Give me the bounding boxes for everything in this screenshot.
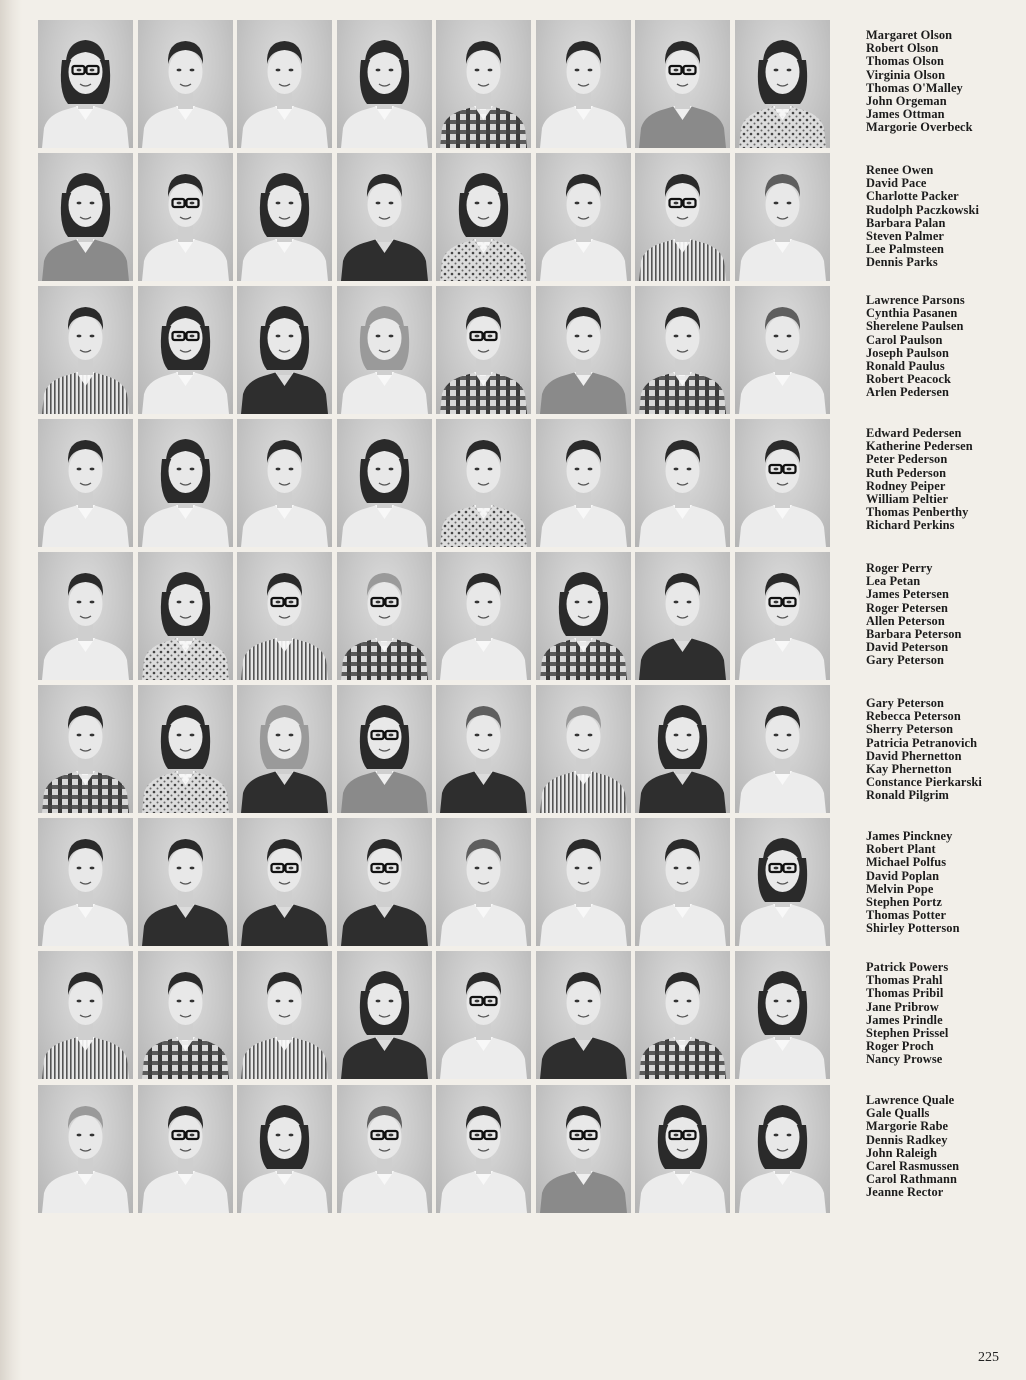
portrait-figure: [536, 1085, 631, 1213]
student-name: Thomas O'Malley: [866, 80, 963, 95]
student-name: Barbara Palan: [866, 215, 946, 230]
student-portrait: [436, 153, 531, 281]
student-portrait: [436, 419, 531, 547]
portrait-figure: [38, 153, 133, 281]
student-name: Barbara Peterson: [866, 627, 962, 642]
student-portrait: [735, 552, 830, 680]
student-name: William Peltier: [866, 492, 949, 507]
portrait-face: [567, 582, 601, 626]
portrait-figure: [536, 286, 631, 414]
student-name: Gary Peterson: [866, 653, 945, 668]
roster-block: [866, 830, 1016, 936]
student-name: Kay Phernetton: [866, 762, 952, 777]
portrait-figure: [237, 286, 332, 414]
student-name: Rudolph Paczkowski: [866, 202, 980, 217]
student-name: David Peterson: [866, 640, 949, 655]
student-name: Cynthia Pasanen: [866, 306, 958, 321]
portrait-face: [567, 715, 601, 759]
portrait-figure: [536, 419, 631, 547]
portrait-figure: [436, 20, 531, 148]
student-name: Jeanne Rector: [866, 1185, 944, 1200]
portrait-face: [766, 183, 800, 227]
portrait-face: [169, 449, 203, 493]
student-name: Margorie Overbeck: [866, 120, 973, 135]
portrait-figure: [138, 419, 233, 547]
student-name: Thomas Olson: [866, 54, 944, 69]
portrait-face: [567, 449, 601, 493]
student-name: Patrick Powers: [866, 960, 949, 974]
portrait-figure: [138, 1085, 233, 1213]
student-portrait: [337, 552, 432, 680]
portrait-figure: [735, 20, 830, 148]
student-name: Gary Peterson: [866, 696, 945, 710]
portrait-face: [666, 582, 700, 626]
student-portrait: [237, 951, 332, 1079]
student-name: Dennis Parks: [866, 255, 938, 270]
student-name: Dennis Radkey: [866, 1132, 948, 1147]
student-portrait: [635, 20, 730, 148]
portrait-face: [69, 183, 103, 227]
student-name: Roger Perry: [866, 561, 933, 575]
student-name: Rebecca Peterson: [866, 709, 961, 724]
portrait-face: [268, 316, 302, 360]
portrait-figure: [337, 153, 432, 281]
page-gutter-shadow: [0, 0, 22, 1380]
student-portrait: [536, 286, 631, 414]
portrait-figure: [237, 419, 332, 547]
portrait-row: [38, 685, 834, 813]
portrait-face: [368, 316, 402, 360]
student-name: Gale Qualls: [866, 1106, 930, 1121]
portrait-face: [268, 449, 302, 493]
student-portrait: [237, 286, 332, 414]
portrait-figure: [138, 286, 233, 414]
student-portrait: [337, 419, 432, 547]
portrait-figure: [138, 20, 233, 148]
student-portrait: [337, 1085, 432, 1213]
portrait-figure: [735, 153, 830, 281]
portrait-face: [467, 715, 501, 759]
student-portrait: [337, 685, 432, 813]
portrait-row: [38, 419, 834, 547]
student-name: Katherine Pedersen: [866, 439, 973, 454]
roster-block: [866, 427, 1016, 533]
student-portrait: [337, 951, 432, 1079]
student-portrait: [237, 552, 332, 680]
portrait-face: [467, 848, 501, 892]
student-portrait: [536, 951, 631, 1079]
portrait-figure: [635, 286, 730, 414]
student-name: Allen Peterson: [866, 613, 945, 628]
student-portrait: [635, 685, 730, 813]
student-portrait: [237, 685, 332, 813]
portrait-figure: [536, 153, 631, 281]
student-portrait: [138, 1085, 233, 1213]
portrait-figure: [337, 1085, 432, 1213]
student-portrait: [337, 20, 432, 148]
student-name: Constance Pierkarski: [866, 775, 982, 790]
portrait-figure: [38, 286, 133, 414]
portrait-face: [467, 50, 501, 94]
portrait-row: [38, 818, 834, 946]
portrait-row: [38, 153, 834, 281]
student-portrait: [536, 419, 631, 547]
portrait-face: [69, 1115, 103, 1159]
portrait-row: [38, 1085, 834, 1213]
portrait-figure: [337, 419, 432, 547]
portrait-row: [38, 20, 834, 148]
student-portrait: [38, 153, 133, 281]
student-name: Lawrence Parsons: [866, 293, 965, 307]
student-name: Margorie Rabe: [866, 1119, 949, 1134]
student-name: James Petersen: [866, 587, 949, 602]
student-portrait: [237, 419, 332, 547]
portrait-figure: [337, 20, 432, 148]
student-name: David Poplan: [866, 868, 940, 883]
student-name: Ronald Paulus: [866, 359, 945, 374]
student-portrait: [38, 685, 133, 813]
portrait-face: [666, 715, 700, 759]
student-portrait: [635, 1085, 730, 1213]
student-name: Steven Palmer: [866, 229, 945, 244]
portrait-figure: [337, 552, 432, 680]
student-name: Carol Paulson: [866, 332, 943, 347]
student-portrait: [536, 818, 631, 946]
student-portrait: [38, 286, 133, 414]
portrait-face: [268, 183, 302, 227]
portrait-figure: [38, 20, 133, 148]
portrait-figure: [436, 951, 531, 1079]
student-name: Lea Petan: [866, 574, 921, 589]
portrait-face: [766, 1115, 800, 1159]
student-portrait: [138, 153, 233, 281]
portrait-face: [666, 316, 700, 360]
student-name: Richard Perkins: [866, 518, 955, 533]
portrait-face: [766, 715, 800, 759]
portrait-figure: [436, 818, 531, 946]
portrait-figure: [138, 153, 233, 281]
student-name: David Pace: [866, 176, 927, 191]
portrait-face: [69, 316, 103, 360]
portrait-face: [666, 449, 700, 493]
portrait-row: [38, 286, 834, 414]
portrait-face: [69, 449, 103, 493]
student-name: Thomas Penberthy: [866, 505, 969, 520]
student-name: Roger Petersen: [866, 600, 949, 615]
portrait-figure: [138, 685, 233, 813]
roster-block: [866, 164, 1016, 270]
student-portrait: [138, 951, 233, 1079]
student-portrait: [635, 153, 730, 281]
roster-block: [866, 29, 1016, 135]
portrait-figure: [735, 1085, 830, 1213]
student-portrait: [735, 286, 830, 414]
portrait-face: [169, 715, 203, 759]
page-number: 225: [978, 1350, 999, 1365]
roster-block: [866, 294, 1016, 400]
student-portrait: [337, 153, 432, 281]
student-portrait: [138, 419, 233, 547]
portrait-figure: [536, 552, 631, 680]
student-name: Robert Peacock: [866, 372, 952, 387]
student-name: Robert Plant: [866, 842, 936, 857]
student-name: Patricia Petranovich: [866, 735, 978, 750]
student-name: Michael Polfus: [866, 855, 947, 870]
student-portrait: [536, 20, 631, 148]
portrait-figure: [237, 20, 332, 148]
student-portrait: [536, 685, 631, 813]
student-portrait: [735, 419, 830, 547]
student-name: Melvin Pope: [866, 881, 934, 896]
student-name: Stephen Prissel: [866, 1026, 949, 1041]
student-portrait: [635, 552, 730, 680]
portrait-figure: [436, 419, 531, 547]
portrait-figure: [735, 951, 830, 1079]
portrait-face: [268, 981, 302, 1025]
portrait-figure: [337, 685, 432, 813]
portrait-figure: [237, 153, 332, 281]
student-portrait: [436, 286, 531, 414]
portrait-face: [467, 183, 501, 227]
portrait-figure: [237, 552, 332, 680]
portrait-face: [567, 183, 601, 227]
student-name: Rodney Peiper: [866, 478, 946, 493]
portrait-face: [567, 316, 601, 360]
student-name: Sherry Peterson: [866, 722, 954, 737]
portrait-face: [567, 981, 601, 1025]
portrait-figure: [237, 1085, 332, 1213]
portrait-figure: [635, 419, 730, 547]
portrait-figure: [735, 419, 830, 547]
student-portrait: [436, 1085, 531, 1213]
portrait-figure: [237, 951, 332, 1079]
student-portrait: [436, 951, 531, 1079]
student-name: Lee Palmsteen: [866, 242, 945, 257]
student-portrait: [237, 153, 332, 281]
portrait-figure: [436, 286, 531, 414]
student-name: John Raleigh: [866, 1145, 938, 1160]
student-portrait: [38, 818, 133, 946]
portrait-figure: [635, 153, 730, 281]
student-name: Joseph Paulson: [866, 345, 949, 360]
student-name: Stephen Portz: [866, 895, 942, 910]
student-portrait: [38, 419, 133, 547]
portrait-face: [467, 582, 501, 626]
portrait-figure: [436, 685, 531, 813]
portrait-figure: [38, 818, 133, 946]
student-name: Thomas Potter: [866, 908, 947, 923]
student-name: Sherelene Paulsen: [866, 319, 964, 334]
portrait-face: [268, 715, 302, 759]
student-name: Margaret Olson: [866, 28, 953, 42]
student-portrait: [735, 951, 830, 1079]
portrait-figure: [436, 1085, 531, 1213]
portrait-face: [368, 981, 402, 1025]
student-portrait: [237, 1085, 332, 1213]
portrait-figure: [436, 552, 531, 680]
portrait-figure: [38, 685, 133, 813]
student-name: Virginia Olson: [866, 67, 946, 82]
portrait-figure: [635, 20, 730, 148]
portrait-face: [368, 50, 402, 94]
portrait-figure: [536, 951, 631, 1079]
student-portrait: [635, 818, 730, 946]
portrait-face: [169, 981, 203, 1025]
student-name: Roger Proch: [866, 1039, 934, 1054]
student-name: Thomas Pribil: [866, 986, 944, 1001]
student-portrait: [38, 951, 133, 1079]
student-name: Thomas Prahl: [866, 973, 943, 988]
portrait-face: [69, 981, 103, 1025]
portrait-row: [38, 951, 834, 1079]
student-portrait: [735, 1085, 830, 1213]
portrait-figure: [536, 20, 631, 148]
portrait-figure: [237, 685, 332, 813]
student-name: Nancy Prowse: [866, 1052, 943, 1067]
student-name: Shirley Potterson: [866, 921, 960, 936]
student-portrait: [138, 20, 233, 148]
portrait-face: [69, 715, 103, 759]
student-name: Peter Pederson: [866, 452, 948, 467]
portrait-face: [169, 50, 203, 94]
student-name: Ruth Pederson: [866, 465, 947, 480]
student-portrait: [237, 818, 332, 946]
portrait-face: [766, 981, 800, 1025]
portrait-figure: [735, 685, 830, 813]
portrait-figure: [337, 818, 432, 946]
portrait-face: [169, 848, 203, 892]
student-portrait: [138, 818, 233, 946]
student-portrait: [436, 685, 531, 813]
student-portrait: [536, 552, 631, 680]
student-name: Ronald Pilgrim: [866, 788, 949, 803]
student-name: Robert Olson: [866, 41, 939, 56]
portrait-figure: [635, 552, 730, 680]
student-portrait: [635, 951, 730, 1079]
portrait-figure: [635, 685, 730, 813]
student-portrait: [237, 20, 332, 148]
portrait-face: [567, 848, 601, 892]
student-portrait: [436, 818, 531, 946]
portrait-face: [268, 1115, 302, 1159]
portrait-figure: [38, 419, 133, 547]
portrait-figure: [735, 552, 830, 680]
student-portrait: [38, 1085, 133, 1213]
portrait-figure: [436, 153, 531, 281]
student-name: Arlen Pedersen: [866, 385, 949, 400]
portrait-figure: [635, 951, 730, 1079]
portrait-figure: [138, 951, 233, 1079]
student-portrait: [337, 286, 432, 414]
portrait-face: [766, 316, 800, 360]
student-name: Renee Owen: [866, 163, 934, 177]
portrait-face: [666, 848, 700, 892]
student-portrait: [38, 20, 133, 148]
student-portrait: [138, 685, 233, 813]
portrait-figure: [735, 286, 830, 414]
student-name: James Ottman: [866, 107, 945, 122]
student-name: James Pinckney: [866, 829, 953, 843]
portrait-figure: [237, 818, 332, 946]
portrait-figure: [635, 1085, 730, 1213]
student-portrait: [735, 685, 830, 813]
portrait-figure: [337, 951, 432, 1079]
student-name: Carel Rasmussen: [866, 1159, 960, 1174]
portrait-figure: [536, 818, 631, 946]
student-name: James Prindle: [866, 1012, 943, 1027]
student-portrait: [635, 419, 730, 547]
portrait-face: [368, 449, 402, 493]
portrait-figure: [38, 552, 133, 680]
student-name: John Orgeman: [866, 94, 947, 109]
roster-block: [866, 562, 1016, 668]
portrait-figure: [735, 818, 830, 946]
portrait-face: [567, 50, 601, 94]
portrait-row: [38, 552, 834, 680]
portrait-figure: [536, 685, 631, 813]
student-portrait: [735, 153, 830, 281]
portrait-face: [169, 582, 203, 626]
portrait-face: [368, 183, 402, 227]
student-portrait: [138, 286, 233, 414]
portrait-face: [467, 449, 501, 493]
student-portrait: [536, 1085, 631, 1213]
student-name: Lawrence Quale: [866, 1093, 955, 1107]
roster-block: [866, 697, 1016, 803]
student-portrait: [536, 153, 631, 281]
portrait-face: [766, 50, 800, 94]
portrait-face: [69, 582, 103, 626]
student-name: David Phernetton: [866, 748, 962, 763]
portrait-face: [69, 848, 103, 892]
student-portrait: [138, 552, 233, 680]
student-portrait: [436, 552, 531, 680]
portrait-figure: [337, 286, 432, 414]
student-portrait: [635, 286, 730, 414]
portrait-figure: [138, 552, 233, 680]
student-portrait: [38, 552, 133, 680]
portrait-face: [268, 50, 302, 94]
student-portrait: [735, 818, 830, 946]
student-portrait: [436, 20, 531, 148]
roster-block: [866, 1094, 1016, 1200]
student-portrait: [735, 20, 830, 148]
student-name: Carol Rathmann: [866, 1172, 958, 1187]
portrait-figure: [38, 1085, 133, 1213]
student-portrait: [337, 818, 432, 946]
portrait-figure: [38, 951, 133, 1079]
student-name: Charlotte Packer: [866, 189, 959, 204]
portrait-face: [666, 981, 700, 1025]
student-name: Jane Pribrow: [866, 999, 939, 1014]
roster-block: [866, 961, 1016, 1067]
student-name: Edward Pedersen: [866, 426, 962, 440]
portrait-figure: [635, 818, 730, 946]
portrait-figure: [138, 818, 233, 946]
